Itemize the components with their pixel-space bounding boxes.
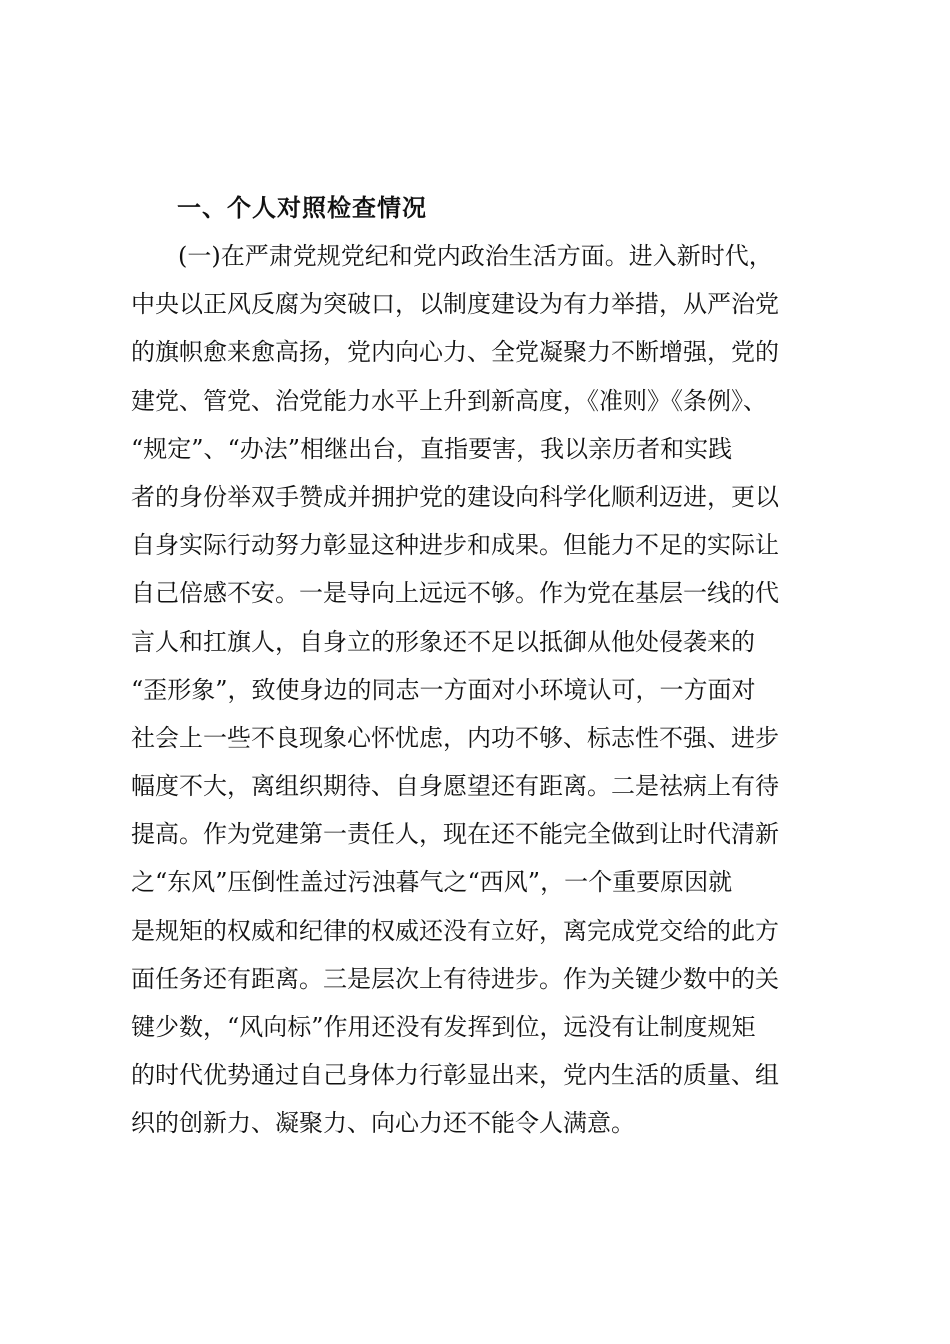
text-line: “歪形象”，致使身边的同志一方面对小环境认可，一方面对: [131, 675, 756, 704]
text-line: 幅度不大，离组织期待、自身愿望还有距离。二是祛病上有待: [131, 772, 779, 801]
text-line: 自己倍感不安。一是导向上远远不够。作为党在基层一线的代: [131, 579, 779, 608]
text-line: 建党、管党、治党能力水平上升到新高度，《准则》《条例》、: [131, 386, 767, 415]
text-line: 自身实际行动努力彰显这种进步和成果。但能力不足的实际让: [131, 531, 779, 560]
section-heading: 一、个人对照检查情况: [177, 194, 427, 222]
text-line: 提高。作为党建第一责任人，现在还不能完全做到让时代清新: [131, 820, 779, 849]
text-line: 中央以正风反腐为突破口，以制度建设为有力举措，从严治党: [131, 290, 779, 319]
text-line: (一)在严肃党规党纪和党内政治生活方面。进入新时代，: [178, 242, 773, 270]
text-line: 社会上一些不良现象心怀忧虑，内功不够、标志性不强、进步: [131, 723, 779, 752]
text-line: 是规矩的权威和纪律的权威还没有立好，离完成党交给的此方: [131, 916, 779, 945]
text-line: 织的创新力、凝聚力、向心力还不能令人满意。: [131, 1109, 635, 1138]
text-line: 键少数，“风向标”作用还没有发挥到位，远没有让制度规矩: [131, 1013, 756, 1041]
text-line: 的旗帜愈来愈高扬，党内向心力、全党凝聚力不断增强，党的: [131, 338, 779, 367]
text-line: 面任务还有距离。三是层次上有待进步。作为关键少数中的关: [131, 964, 779, 993]
body-paragraph: [131, 232, 831, 1148]
text-line: 之“东风”压倒性盖过污浊暮气之“西风”，一个重要原因就: [131, 868, 733, 897]
text-line: 言人和扛旗人，自身立的形象还不足以抵御从他处侵袭来的: [131, 627, 755, 656]
text-line: 者的身份举双手赞成并拥护党的建设向科学化顺利迈进，更以: [131, 482, 779, 511]
text-line: 的时代优势通过自己身体力行彰显出来，党内生活的质量、组: [131, 1061, 779, 1090]
text-line: “规定”、“办法”相继出台，直指要害，我以亲历者和实践: [131, 434, 733, 463]
